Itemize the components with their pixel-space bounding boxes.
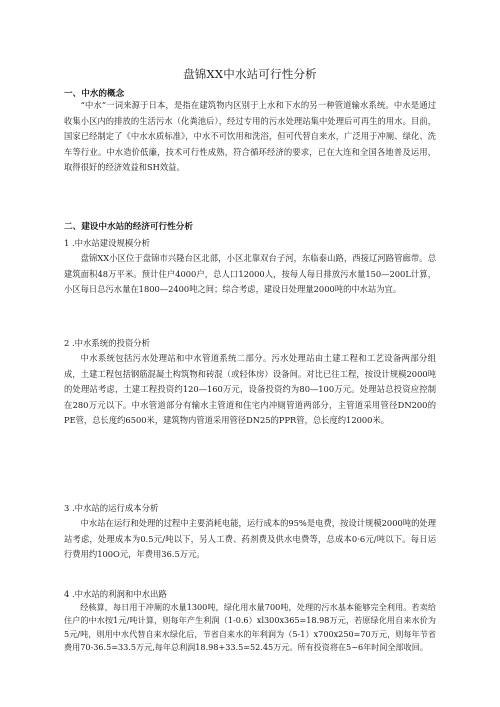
- section-heading-feasibility: 二、建设中水站的经济可行性分析: [64, 222, 193, 232]
- paragraph-cost: 中水站在运行和处理的过程中主要消耗电能，运行成本的95%是电费，按设计规模2000吨的处理站考虑，处理成本为0.5元/吨以下，另人工费、药剂费及供水电费等，总成本0·6元/吨以下。每日运行费用约100O元，年费用36.5万元。: [64, 518, 436, 560]
- paragraph-profit: 经核算，每日用于冲厕的水量1300吨，绿化用水量700吨，处理的污水基本能够完全利用。若卖给住户的中水按1元/吨计算，则每年产生利润（1-0.6）xl300x365=18.98万元，若原绿化用自来水价为5元/吨，则用中水代替自来水绿化后，节省自来水的年利润为（5-1）x700x250=70万元，则每年节省费用70-36.5=33.5万元,每年总利润18.98+33.5=52.45万元。所有投资将在5~6年时间全部收回。: [64, 602, 436, 653]
- subsection-heading-scale: 1 .中水站建设规模分析: [64, 238, 151, 248]
- subsection-heading-profit: 4 .中水站的利润和中水出路: [64, 589, 167, 599]
- subsection-heading-investment: 2 .中水系统的投资分析: [64, 338, 151, 348]
- paragraph-scale: 盘锦XX小区位于盘锦市兴隆台区北部，小区北靠双台子河，东临泰山路，西接辽河路管廊带。总建筑面积48万平米。预计住户4000户，总人口12000人，按每人每日排放污水量150—200L计算，小区每日总污水量在1800—2400吨之间；综合考虑，建设日处理量2000吨的中水站为宜。: [64, 253, 436, 295]
- subsection-heading-cost: 3 .中水站的运行成本分析: [64, 503, 159, 513]
- section-heading-concept: 一、中水的概念: [64, 89, 125, 99]
- paragraph-investment: 中水系统包括污水处理站和中水管道系统二部分。污水处理站由土建工程和工艺设备两部分组成，土建工程包括钢筋混凝土构筑物和砖混（或轻体房）设备间。对比已往工程，按设计规模2000吨的处理站考虑，土建工程投资约120—160万元，设备投资约为80—100万元。处理站总投资应控制在280万元以下。中水管道部分有输水主管道和住宅内冲厕管道两部分，主管道采用管径DN200的PE管，总长度约6500米，建筑物内管道采用管径DN25的PPR管，总长度约12000米。: [64, 353, 436, 426]
- paragraph-concept: “中水”一词来源于日本，是指在建筑物内区别于上水和下水的另一种管道输水系统。中水是通过收集小区内的排放的生活污水（化粪池后），经过专用的污水处理站集中处理后可再生的用水。目前，国家已经制定了《中水水质标准》，中水不可饮用和洗浴，但可代替自来水，广泛用于冲厕、绿化、洗车等行业。中水造价低廉，技术可行性成熟，符合循环经济的要求，已在大连和全国各地普及运用，取得很好的经济效益和SH效益。: [64, 100, 436, 173]
- document-title: 盘锦XX中水站可行性分析: [183, 67, 317, 81]
